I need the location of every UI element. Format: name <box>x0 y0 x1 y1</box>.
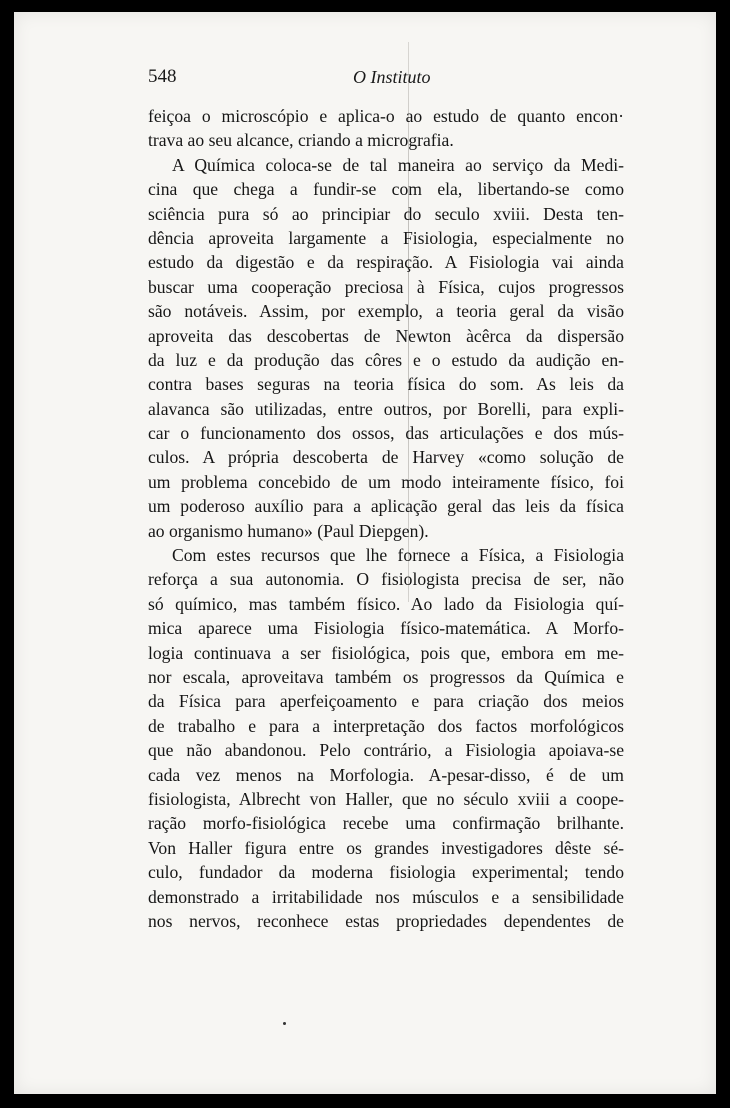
text-line: ao organismo humano» (Paul Diepgen). <box>148 520 429 541</box>
text-line: que não abandonou. Pelo contrário, a Fisiologia apoiava-se <box>148 740 624 761</box>
page-number: 548 <box>148 66 177 87</box>
text-line: cina que chega a fundir-se com ela, libertando-se como <box>148 179 624 200</box>
text-line: buscar uma cooperação preciosa à Física, cujos progressos <box>148 276 624 297</box>
text-line: sciência pura só ao principiar do seculo xviii. Desta ten- <box>148 203 624 224</box>
text-line: dência aproveita largamente a Fisiologia, especialmente no <box>148 227 624 248</box>
text-line: estudo da digestão e da respiração. A Fisiologia vai ainda <box>148 252 624 273</box>
text-line: nor escala, aproveitava também os progressos da Química e <box>148 666 624 687</box>
text-line: car o funcionamento dos ossos, das articulações e dos mús- <box>148 423 624 444</box>
text-line: nos nervos, reconhece estas propriedades dependentes de <box>148 910 624 931</box>
body-text <box>148 104 624 933</box>
text-line: de trabalho e para a interpretação dos factos morfológicos <box>148 715 624 736</box>
text-line: Von Haller figura entre os grandes investigadores dêste sé- <box>148 837 624 858</box>
text-line: Com estes recursos que lhe fornece a Física, a Fisiologia <box>172 545 624 566</box>
text-line: da Física para aperfeiçoamento e para criação dos meios <box>148 691 624 712</box>
text-line: reforça a sua autonomia. O fisiologista precisa de ser, não <box>148 569 624 590</box>
page-header <box>148 66 628 90</box>
text-line: da luz e da produção das côres e o estudo da audição en- <box>148 349 624 370</box>
text-line: contra bases seguras na teoria física do som. As leis da <box>148 374 624 395</box>
text-line: feiçoa o microscópio e aplica-o ao estudo de quanto encon· <box>148 106 624 126</box>
running-title: O Instituto <box>353 67 431 87</box>
text-line: só químico, mas também físico. Ao lado da Fisiologia quí- <box>148 593 624 614</box>
text-line: culos. A própria descoberta de Harvey «como solução de <box>148 447 624 468</box>
text-line: são notáveis. Assim, por exemplo, a teoria geral da visão <box>148 301 624 322</box>
text-line: logia continuava a ser fisiológica, pois que, embora em me- <box>148 642 624 663</box>
text-line: ração morfo-fisiológica recebe uma confirmação brilhante. <box>148 813 624 834</box>
text-line: A Química coloca-se de tal maneira ao serviço da Medi- <box>172 154 624 175</box>
text-line: cada vez menos na Morfologia. A-pesar-disso, é de um <box>148 764 624 785</box>
text-line: um poderoso auxílio para a aplicação geral das leis da física <box>148 496 624 517</box>
text-line: mica aparece uma Fisiologia físico-matemática. A Morfo- <box>148 618 624 639</box>
ink-speck <box>283 1022 286 1025</box>
text-line: fisiologista, Albrecht von Haller, que no século xviii a coope- <box>148 788 624 809</box>
text-line: aproveita das descobertas de Newton àcêrca da dispersão <box>148 325 624 346</box>
text-line: trava ao seu alcance, criando a micrografia. <box>148 130 454 151</box>
text-line: alavanca são utilizadas, entre outros, por Borelli, para expli- <box>148 398 624 419</box>
text-line: um problema concebido de um modo inteiramente físico, foi <box>148 471 624 492</box>
text-line: culo, fundador da moderna fisiologia experimental; tendo <box>148 862 624 883</box>
text-line: demonstrado a irritabilidade nos músculos e a sensibilidade <box>148 886 624 907</box>
